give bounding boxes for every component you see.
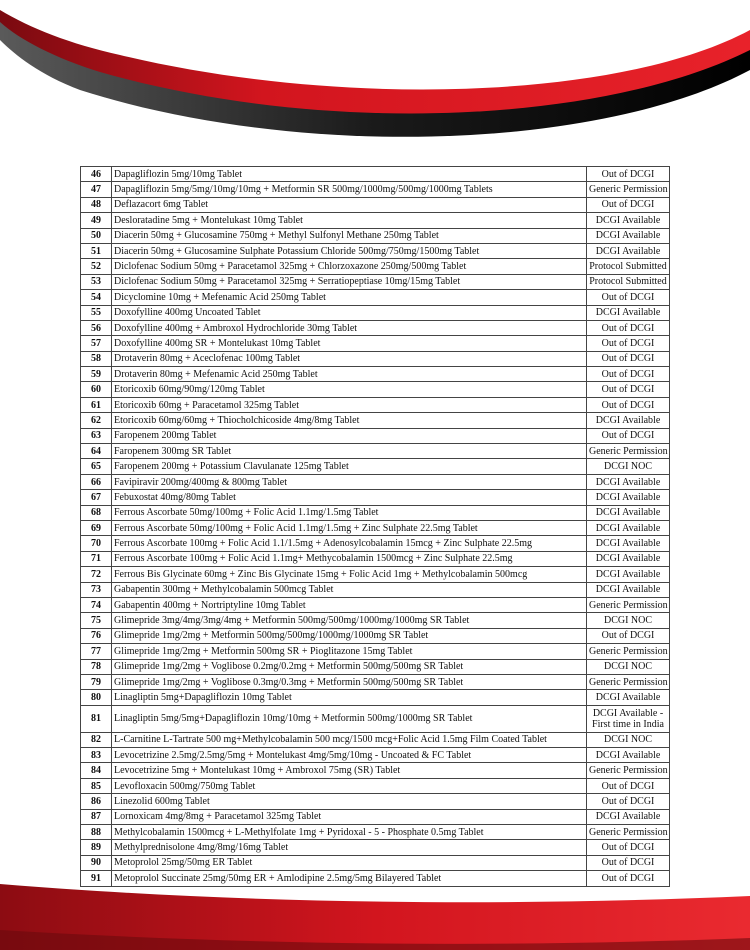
row-number: 48 (81, 197, 112, 212)
table-row (81, 167, 670, 182)
product-name: Diacerin 50mg + Glucosamine Sulphate Potassium Chloride 500mg/750mg/1500mg Tablet (112, 243, 587, 258)
row-number: 61 (81, 397, 112, 412)
table-row (81, 213, 670, 228)
product-name: Methylprednisolone 4mg/8mg/16mg Tablet (112, 840, 587, 855)
approval-status: DCGI Available (587, 809, 670, 824)
table-row (81, 778, 670, 793)
product-name: Gabapentin 400mg + Nortriptyline 10mg Tablet (112, 597, 587, 612)
product-name: Doxofylline 400mg + Ambroxol Hydrochloride 30mg Tablet (112, 320, 587, 335)
row-number: 80 (81, 690, 112, 705)
product-name: Glimepride 1mg/2mg + Metformin 500mg/500mg/1000mg/1000mg SR Tablet (112, 628, 587, 643)
table-row (81, 505, 670, 520)
table-row (81, 551, 670, 566)
product-name: Favipiravir 200mg/400mg & 800mg Tablet (112, 474, 587, 489)
table-row (81, 855, 670, 870)
approval-status: Out of DCGI (587, 197, 670, 212)
table-row (81, 825, 670, 840)
table-row (81, 367, 670, 382)
table-row (81, 597, 670, 612)
product-name: Linagliptin 5mg+Dapagliflozin 10mg Tablet (112, 690, 587, 705)
row-number: 69 (81, 520, 112, 535)
row-number: 81 (81, 705, 112, 732)
table-row (81, 243, 670, 258)
table-row (81, 690, 670, 705)
table-row (81, 182, 670, 197)
approval-status: Generic Permission (587, 644, 670, 659)
table-row (81, 674, 670, 689)
approval-status: Out of DCGI (587, 871, 670, 886)
product-name: Glimepride 1mg/2mg + Metformin 500mg SR + Pioglitazone 15mg Tablet (112, 644, 587, 659)
table-row (81, 871, 670, 886)
row-number: 77 (81, 644, 112, 659)
row-number: 59 (81, 367, 112, 382)
approval-status: DCGI Available (587, 551, 670, 566)
product-name: Linezolid 600mg Tablet (112, 794, 587, 809)
row-number: 51 (81, 243, 112, 258)
product-name: Ferrous Ascorbate 100mg + Folic Acid 1.1/1.5mg + Adenosylcobalamin 15mcg + Zinc Sulphate 22.5mg (112, 536, 587, 551)
table-row (81, 305, 670, 320)
product-name: Levofloxacin 500mg/750mg Tablet (112, 778, 587, 793)
approval-status: DCGI Available (587, 413, 670, 428)
row-number: 73 (81, 582, 112, 597)
table-row (81, 840, 670, 855)
row-number: 83 (81, 748, 112, 763)
table-row (81, 336, 670, 351)
table-row (81, 794, 670, 809)
product-name: Faropenem 200mg + Potassium Clavulanate 125mg Tablet (112, 459, 587, 474)
row-number: 52 (81, 259, 112, 274)
approval-status: DCGI Available (587, 243, 670, 258)
approval-status: Out of DCGI (587, 628, 670, 643)
approval-status: Out of DCGI (587, 428, 670, 443)
approval-status: DCGI NOC (587, 732, 670, 747)
row-number: 75 (81, 613, 112, 628)
product-name: Doxofylline 400mg Uncoated Tablet (112, 305, 587, 320)
approval-status: DCGI Available (587, 520, 670, 535)
approval-status: Out of DCGI (587, 367, 670, 382)
product-name: Lornoxicam 4mg/8mg + Paracetamol 325mg Tablet (112, 809, 587, 824)
row-number: 68 (81, 505, 112, 520)
table-row (81, 290, 670, 305)
row-number: 55 (81, 305, 112, 320)
row-number: 58 (81, 351, 112, 366)
table-row (81, 351, 670, 366)
table-row (81, 536, 670, 551)
product-name: Faropenem 300mg SR Tablet (112, 444, 587, 459)
product-name: L-Carnitine L-Tartrate 500 mg+Methylcobalamin 500 mcg/1500 mcg+Folic Acid 1.5mg Film Coated Tablet (112, 732, 587, 747)
product-name: Gabapentin 300mg + Methylcobalamin 500mcg Tablet (112, 582, 587, 597)
approval-status: DCGI NOC (587, 613, 670, 628)
product-name: Metoprolol 25mg/50mg ER Tablet (112, 855, 587, 870)
header-swoosh (0, 0, 750, 150)
product-table (80, 166, 670, 887)
approval-status: DCGI NOC (587, 459, 670, 474)
row-number: 47 (81, 182, 112, 197)
table-row (81, 520, 670, 535)
table-row (81, 228, 670, 243)
product-name: Glimepride 3mg/4mg/3mg/4mg + Metformin 500mg/500mg/1000mg/1000mg SR Tablet (112, 613, 587, 628)
approval-status: DCGI Available (587, 582, 670, 597)
approval-status: Out of DCGI (587, 778, 670, 793)
table-row (81, 197, 670, 212)
approval-status: DCGI Available (587, 690, 670, 705)
approval-status: DCGI Available (587, 213, 670, 228)
table-row (81, 644, 670, 659)
product-name: Faropenem 200mg Tablet (112, 428, 587, 443)
row-number: 78 (81, 659, 112, 674)
approval-status: Out of DCGI (587, 351, 670, 366)
product-name: Etoricoxib 60mg + Paracetamol 325mg Tablet (112, 397, 587, 412)
approval-status: Generic Permission (587, 674, 670, 689)
table-row (81, 382, 670, 397)
row-number: 91 (81, 871, 112, 886)
approval-status: Out of DCGI (587, 320, 670, 335)
row-number: 67 (81, 490, 112, 505)
approval-status: Generic Permission (587, 763, 670, 778)
row-number: 60 (81, 382, 112, 397)
product-name: Drotaverin 80mg + Aceclofenac 100mg Tablet (112, 351, 587, 366)
table-row (81, 274, 670, 289)
product-name: Ferrous Ascorbate 50mg/100mg + Folic Acid 1.1mg/1.5mg + Zinc Sulphate 22.5mg Tablet (112, 520, 587, 535)
product-name: Diclofenac Sodium 50mg + Paracetamol 325mg + Chlorzoxazone 250mg/500mg Tablet (112, 259, 587, 274)
row-number: 57 (81, 336, 112, 351)
table-row (81, 444, 670, 459)
row-number: 89 (81, 840, 112, 855)
table-row (81, 659, 670, 674)
table-row (81, 459, 670, 474)
table-row (81, 763, 670, 778)
approval-status: DCGI Available (587, 474, 670, 489)
approval-status: Out of DCGI (587, 397, 670, 412)
row-number: 90 (81, 855, 112, 870)
approval-status: DCGI Available (587, 536, 670, 551)
table-row (81, 413, 670, 428)
table-row (81, 490, 670, 505)
product-name: Levocetrizine 5mg + Montelukast 10mg + Ambroxol 75mg (SR) Tablet (112, 763, 587, 778)
row-number: 87 (81, 809, 112, 824)
row-number: 63 (81, 428, 112, 443)
approval-status: Generic Permission (587, 182, 670, 197)
row-number: 66 (81, 474, 112, 489)
table-row (81, 809, 670, 824)
product-name: Glimepride 1mg/2mg + Voglibose 0.3mg/0.3mg + Metformin 500mg/500mg SR Tablet (112, 674, 587, 689)
row-number: 79 (81, 674, 112, 689)
row-number: 65 (81, 459, 112, 474)
product-name: Etoricoxib 60mg/90mg/120mg Tablet (112, 382, 587, 397)
approval-status: DCGI Available - First time in India (587, 705, 670, 732)
table-row (81, 428, 670, 443)
approval-status: Out of DCGI (587, 855, 670, 870)
approval-status: Protocol Submitted (587, 259, 670, 274)
approval-status: Generic Permission (587, 597, 670, 612)
approval-status: DCGI Available (587, 748, 670, 763)
row-number: 64 (81, 444, 112, 459)
product-name: Doxofylline 400mg SR + Montelukast 10mg Tablet (112, 336, 587, 351)
row-number: 46 (81, 167, 112, 182)
product-name: Linagliptin 5mg/5mg+Dapagliflozin 10mg/10mg + Metformin 500mg/1000mg SR Tablet (112, 705, 587, 732)
product-name: Dicyclomine 10mg + Mefenamic Acid 250mg Tablet (112, 290, 587, 305)
row-number: 82 (81, 732, 112, 747)
table-row (81, 628, 670, 643)
row-number: 71 (81, 551, 112, 566)
table-row (81, 748, 670, 763)
row-number: 74 (81, 597, 112, 612)
table-row (81, 567, 670, 582)
row-number: 70 (81, 536, 112, 551)
row-number: 85 (81, 778, 112, 793)
approval-status: Out of DCGI (587, 336, 670, 351)
approval-status: Protocol Submitted (587, 274, 670, 289)
approval-status: Generic Permission (587, 825, 670, 840)
product-name: Levocetrizine 2.5mg/2.5mg/5mg + Montelukast 4mg/5mg/10mg - Uncoated & FC Tablet (112, 748, 587, 763)
row-number: 84 (81, 763, 112, 778)
approval-status: DCGI Available (587, 505, 670, 520)
product-name: Drotaverin 80mg + Mefenamic Acid 250mg Tablet (112, 367, 587, 382)
row-number: 72 (81, 567, 112, 582)
product-name: Diacerin 50mg + Glucosamine 750mg + Methyl Sulfonyl Methane 250mg Tablet (112, 228, 587, 243)
product-name: Febuxostat 40mg/80mg Tablet (112, 490, 587, 505)
row-number: 62 (81, 413, 112, 428)
product-name: Metoprolol Succinate 25mg/50mg ER + Amlodipine 2.5mg/5mg Bilayered Tablet (112, 871, 587, 886)
row-number: 76 (81, 628, 112, 643)
table-row (81, 732, 670, 747)
product-name: Etoricoxib 60mg/60mg + Thiocholchicoside 4mg/8mg Tablet (112, 413, 587, 428)
product-name: Glimepride 1mg/2mg + Voglibose 0.2mg/0.2mg + Metformin 500mg/500mg SR Tablet (112, 659, 587, 674)
product-name: Ferrous Bis Glycinate 60mg + Zinc Bis Glycinate 15mg + Folic Acid 1mg + Methylcobalamin 500mcg (112, 567, 587, 582)
product-name: Methylcobalamin 1500mcg + L-Methylfolate 1mg + Pyridoxal - 5 - Phosphate 0.5mg Tablet (112, 825, 587, 840)
product-name: Ferrous Ascorbate 50mg/100mg + Folic Acid 1.1mg/1.5mg Tablet (112, 505, 587, 520)
product-table-container (80, 166, 670, 887)
approval-status: DCGI Available (587, 305, 670, 320)
approval-status: Generic Permission (587, 444, 670, 459)
product-name: Ferrous Ascorbate 100mg + Folic Acid 1.1mg+ Methycobalamin 1500mcg + Zinc Sulphate 22.5mg (112, 551, 587, 566)
approval-status: DCGI NOC (587, 659, 670, 674)
product-name: Dapagliflozin 5mg/5mg/10mg/10mg + Metformin SR 500mg/1000mg/500mg/1000mg Tablets (112, 182, 587, 197)
table-row (81, 474, 670, 489)
approval-status: Out of DCGI (587, 167, 670, 182)
table-row (81, 705, 670, 732)
table-row (81, 320, 670, 335)
product-name: Desloratadine 5mg + Montelukast 10mg Tablet (112, 213, 587, 228)
table-row (81, 397, 670, 412)
table-row (81, 259, 670, 274)
approval-status: DCGI Available (587, 567, 670, 582)
row-number: 53 (81, 274, 112, 289)
approval-status: DCGI Available (587, 490, 670, 505)
row-number: 88 (81, 825, 112, 840)
approval-status: Out of DCGI (587, 290, 670, 305)
row-number: 49 (81, 213, 112, 228)
table-row (81, 582, 670, 597)
approval-status: DCGI Available (587, 228, 670, 243)
row-number: 54 (81, 290, 112, 305)
approval-status: Out of DCGI (587, 382, 670, 397)
product-name: Deflazacort 6mg Tablet (112, 197, 587, 212)
approval-status: Out of DCGI (587, 840, 670, 855)
product-table-body (81, 167, 670, 887)
approval-status: Out of DCGI (587, 794, 670, 809)
row-number: 50 (81, 228, 112, 243)
product-name: Dapagliflozin 5mg/10mg Tablet (112, 167, 587, 182)
product-name: Diclofenac Sodium 50mg + Paracetamol 325mg + Serratiopeptiase 10mg/15mg Tablet (112, 274, 587, 289)
row-number: 86 (81, 794, 112, 809)
row-number: 56 (81, 320, 112, 335)
table-row (81, 613, 670, 628)
